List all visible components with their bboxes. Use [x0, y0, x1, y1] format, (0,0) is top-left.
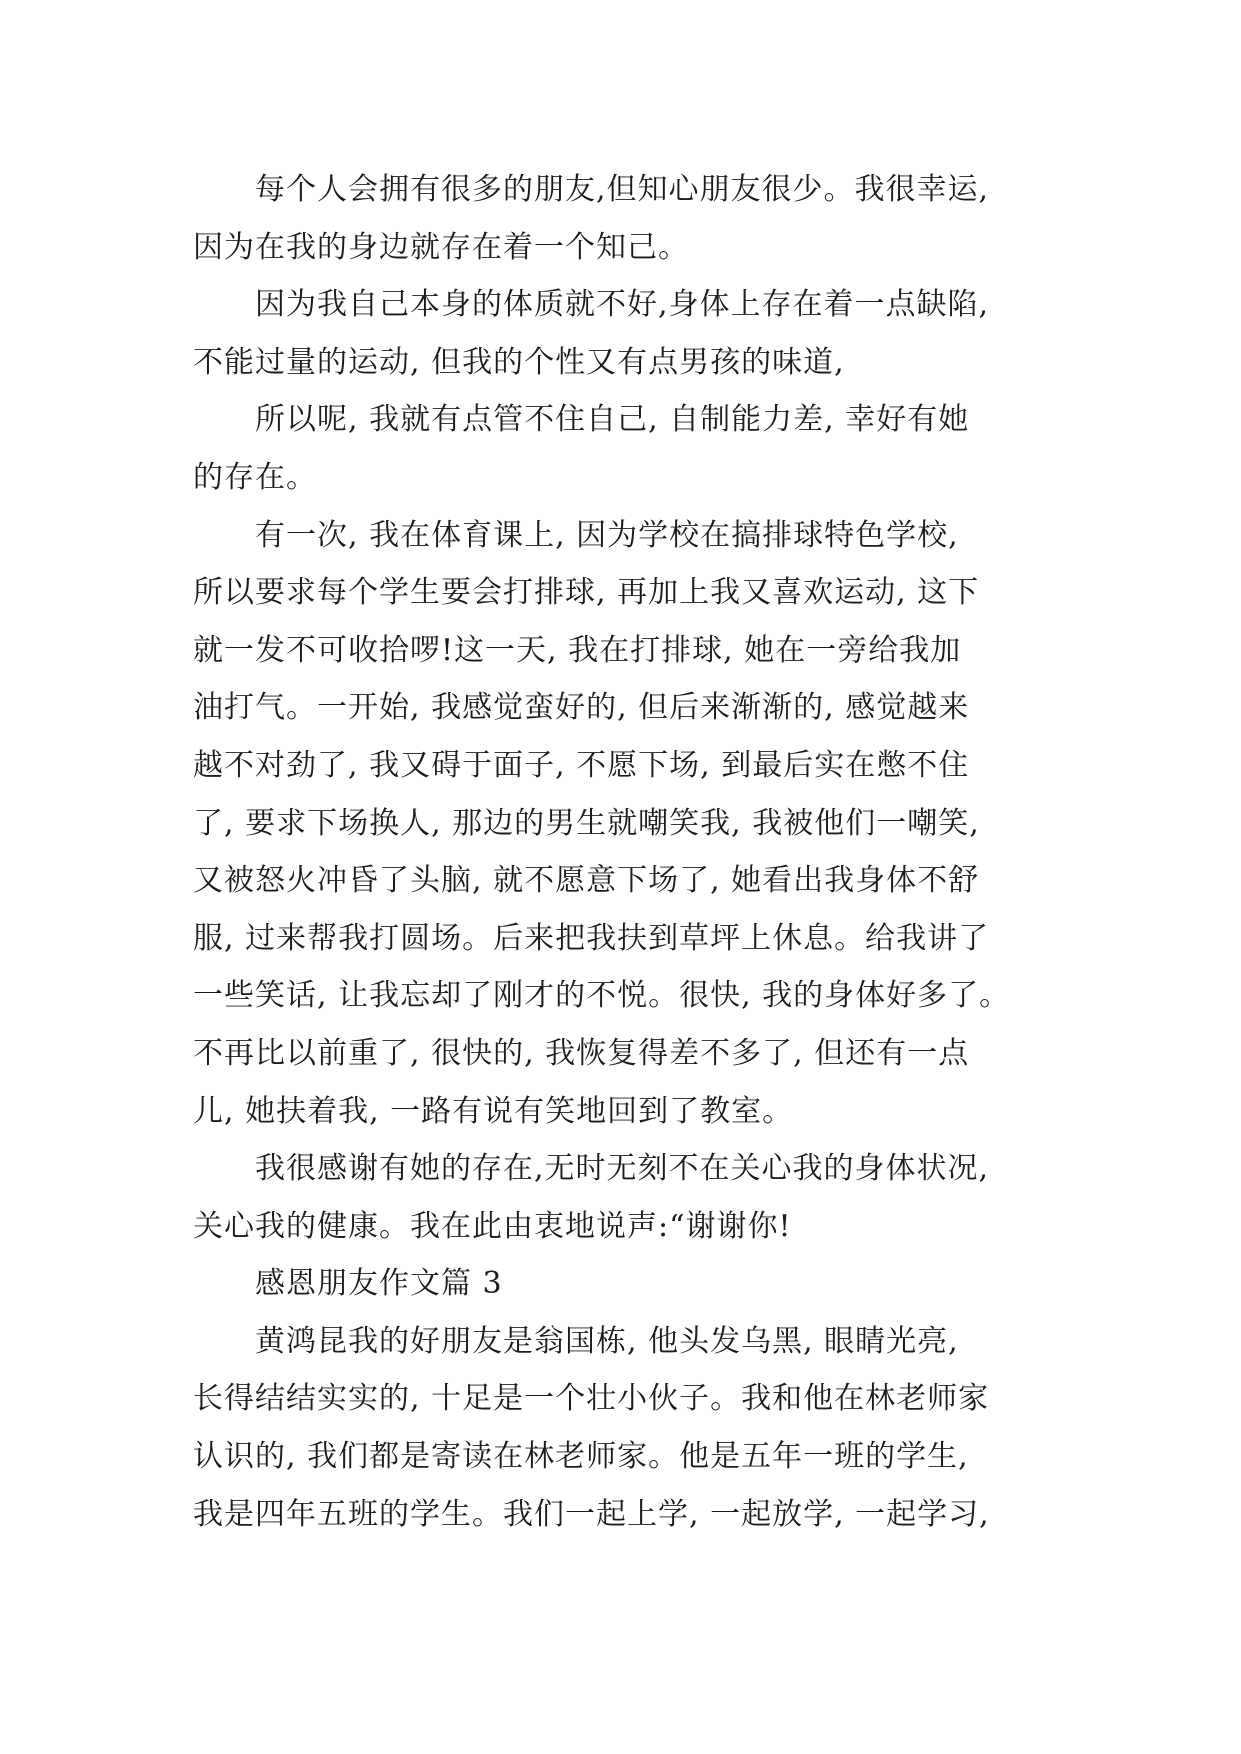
text-line: 所以要求每个学生要会打排球, 再加上我又喜欢运动, 这下 — [193, 575, 980, 611]
text-line: 因为我自己本身的体质就不好,身体上存在着一点缺陷, — [255, 287, 990, 323]
paragraph — [193, 276, 1093, 391]
text-line: 所以呢, 我就有点管不住自己, 自制能力差, 幸好有她 — [255, 402, 970, 438]
text-line: 有一次, 我在体育课上, 因为学校在搞排球特色学校, — [255, 517, 959, 553]
paragraph — [193, 1313, 1093, 1543]
text-line: 服, 过来帮我打圆场。后来把我扶到草坪上休息。给我讲了 — [193, 920, 990, 956]
text-line: 不再比以前重了, 很快的, 我恢复得差不多了, 但还有一点 — [193, 1035, 970, 1071]
heading-text: 感恩朋友作文篇 3 — [255, 1266, 503, 1302]
text-line: 油打气。一开始, 我感觉蛮好的, 但后来渐渐的, 感觉越来 — [193, 690, 970, 726]
paragraph — [193, 161, 1093, 276]
text-line: 一些笑话, 让我忘却了刚才的不悦。很快, 我的身体好多了。 — [193, 978, 1011, 1014]
paragraph — [193, 1140, 1093, 1255]
text-line: 关心我的健康。我在此由衷地说声:“谢谢你! — [193, 1208, 792, 1244]
text-line: 的存在。 — [193, 459, 317, 495]
text-line: 儿, 她扶着我, 一路有说有笑地回到了教室。 — [193, 1093, 794, 1129]
text-line: 越不对劲了, 我又碍于面子, 不愿下场, 到最后实在憋不住 — [193, 747, 970, 783]
text-line: 长得结结实实的, 十足是一个壮小伙子。我和他在林老师家 — [193, 1381, 990, 1417]
text-line: 不能过量的运动, 但我的个性又有点男孩的味道, — [193, 344, 845, 380]
text-line: 因为在我的身边就存在着一个知己。 — [193, 229, 689, 265]
section-heading — [193, 1255, 1093, 1313]
text-line: 我很感谢有她的存在,无时无刻不在关心我的身体状况, — [255, 1151, 990, 1187]
text-line: 黄鸿昆我的好朋友是翁国栋, 他头发乌黑, 眼睛光亮, — [255, 1323, 959, 1359]
paragraph — [193, 507, 1093, 1141]
text-line: 我是四年五班的学生。我们一起上学, 一起放学, 一起学习, — [193, 1496, 990, 1532]
paragraph — [193, 391, 1093, 506]
text-line: 每个人会拥有很多的朋友,但知心朋友很少。我很幸运, — [255, 172, 990, 207]
text-line: 就一发不可收拾啰!这一天, 我在打排球, 她在一旁给我加 — [193, 632, 962, 668]
text-line: 认识的, 我们都是寄读在林老师家。他是五年一班的学生, — [193, 1439, 969, 1475]
text-line: 了, 要求下场换人, 那边的男生就嘲笑我, 我被他们一嘲笑, — [193, 805, 980, 841]
text-line: 又被怒火冲昏了头脑, 就不愿意下场了, 她看出我身体不舒 — [193, 863, 980, 899]
document-body — [193, 161, 1093, 1543]
